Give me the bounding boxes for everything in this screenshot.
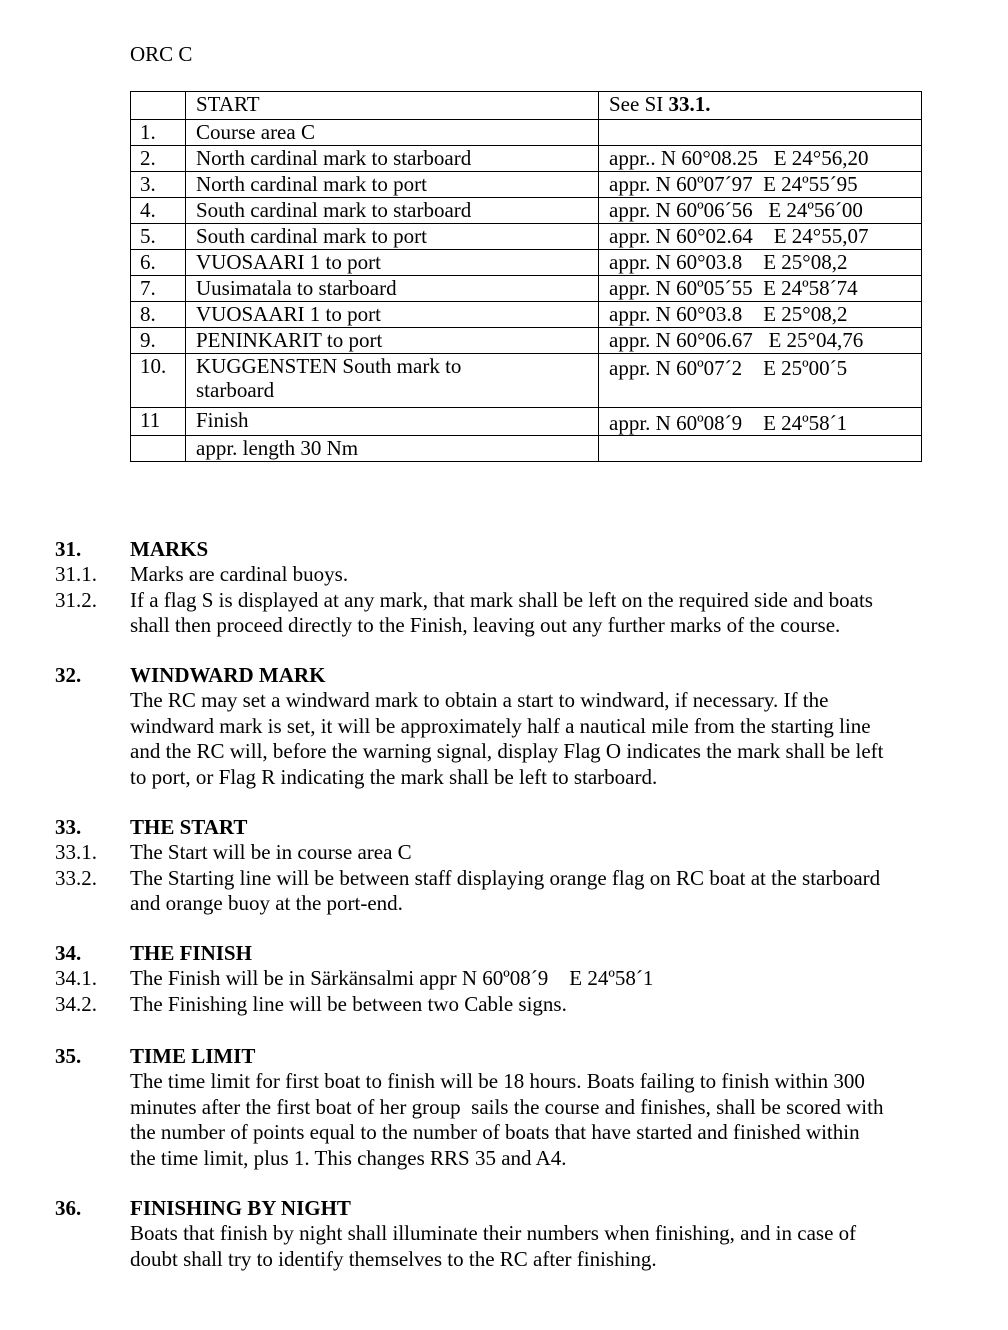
- row-num: 7.: [131, 276, 186, 302]
- row-label: South cardinal mark to starboard: [186, 198, 599, 224]
- row-num: 3.: [131, 172, 186, 198]
- section-text: doubt shall try to identify themselves to the RC after finishing.: [130, 1246, 657, 1271]
- row-label: North cardinal mark to port: [186, 172, 599, 198]
- section-text: The RC may set a windward mark to obtain a start to windward, if necessary. If the: [130, 688, 829, 713]
- item-text: The Start will be in course area C: [130, 840, 412, 865]
- row-label: Uusimatala to starboard: [186, 276, 599, 302]
- section-31-marks: [0, 537, 1008, 639]
- section-number: 33.: [55, 815, 82, 839]
- row-num: 8.: [131, 302, 186, 328]
- header-see-si: See SI: [609, 92, 669, 116]
- header-position-cell: [599, 92, 922, 120]
- section-35-time-limit: [0, 1044, 1008, 1171]
- row-position: appr. N 60º08´9 E 24º58´1: [599, 408, 922, 436]
- item-text: Marks are cardinal buoys.: [130, 562, 349, 587]
- section-number: 31.: [55, 537, 82, 561]
- table-row: [131, 250, 922, 276]
- course-table: [130, 91, 922, 462]
- row-position: appr. N 60º07´97 E 24º55´95: [599, 172, 922, 198]
- section-number: 35.: [55, 1044, 82, 1068]
- row-position: appr. N 60º06´56 E 24º56´00: [599, 198, 922, 224]
- table-row: [131, 328, 922, 354]
- row-label: Course area C: [186, 120, 599, 146]
- row-position: appr.. N 60°08.25 E 24°56,20: [599, 146, 922, 172]
- item-number: 34.2.: [55, 991, 97, 1016]
- row-num: 5.: [131, 224, 186, 250]
- row-label: appr. length 30 Nm: [186, 436, 599, 462]
- row-label: South cardinal mark to port: [186, 224, 599, 250]
- document-title: ORC C: [130, 42, 193, 66]
- section-33-the-start: [0, 815, 1008, 917]
- table-row: [131, 354, 922, 408]
- table-row: [131, 302, 922, 328]
- row-label: KUGGENSTEN South mark to starboard: [186, 354, 599, 408]
- section-heading: TIME LIMIT: [130, 1044, 256, 1068]
- row-position: [599, 120, 922, 146]
- item-text: and orange buoy at the port-end.: [130, 891, 403, 916]
- row-position: [599, 436, 922, 462]
- item-number: 34.1.: [55, 966, 97, 991]
- section-heading: WINDWARD MARK: [130, 663, 326, 687]
- row-position: appr. N 60°03.8 E 25°08,2: [599, 302, 922, 328]
- section-number: 34.: [55, 941, 82, 965]
- table-row: [131, 408, 922, 436]
- row-label: North cardinal mark to starboard: [186, 146, 599, 172]
- section-number: 36.: [55, 1196, 82, 1220]
- table-row: [131, 120, 922, 146]
- section-text: and the RC will, before the warning signal, display Flag O indicates the mark shall be left: [130, 739, 884, 764]
- row-position: appr. N 60°06.67 E 25°04,76: [599, 328, 922, 354]
- item-text: The Finish will be in Särkänsalmi appr N 60º08´9 E 24º58´1: [130, 966, 654, 991]
- table-row: [131, 436, 922, 462]
- row-position: appr. N 60°02.64 E 24°55,07: [599, 224, 922, 250]
- table-row: [131, 146, 922, 172]
- section-number: 32.: [55, 663, 82, 687]
- row-label: VUOSAARI 1 to port: [186, 302, 599, 328]
- row-num: 11: [131, 408, 186, 436]
- header-label-cell: START: [186, 92, 599, 120]
- item-text: If a flag S is displayed at any mark, that mark shall be left on the required side and boats: [130, 587, 873, 612]
- row-num: [131, 436, 186, 462]
- row-num: 9.: [131, 328, 186, 354]
- header-si-ref: 33.1.: [668, 92, 711, 116]
- row-num: 1.: [131, 120, 186, 146]
- section-34-the-finish: [0, 941, 1008, 1017]
- section-text: the number of points equal to the number of boats that have started and finished within: [130, 1120, 860, 1145]
- table-row: [131, 224, 922, 250]
- table-row: [131, 198, 922, 224]
- section-36-finishing-by-night: [0, 1196, 1008, 1272]
- row-position: appr. N 60º05´55 E 24º58´74: [599, 276, 922, 302]
- item-number: 33.2.: [55, 865, 97, 890]
- table-row: [131, 172, 922, 198]
- row-position: appr. N 60°03.8 E 25°08,2: [599, 250, 922, 276]
- row-label: VUOSAARI 1 to port: [186, 250, 599, 276]
- item-text: The Finishing line will be between two Cable signs.: [130, 991, 567, 1016]
- section-heading: FINISHING BY NIGHT: [130, 1196, 351, 1220]
- row-num: 10.: [131, 354, 186, 408]
- item-text: shall then proceed directly to the Finish, leaving out any further marks of the course.: [130, 613, 841, 638]
- section-text: to port, or Flag R indicating the mark shall be left to starboard.: [130, 764, 658, 789]
- section-text: The time limit for first boat to finish will be 18 hours. Boats failing to finish within 300: [130, 1069, 865, 1094]
- section-text: minutes after the first boat of her group sails the course and finishes, shall be scored with: [130, 1094, 884, 1119]
- table-row: [131, 276, 922, 302]
- item-number: 33.1.: [55, 840, 97, 865]
- row-num: 4.: [131, 198, 186, 224]
- row-label: Finish: [186, 408, 599, 436]
- item-number: 31.2.: [55, 587, 97, 612]
- section-heading: THE FINISH: [130, 941, 252, 965]
- item-number: 31.1.: [55, 562, 97, 587]
- row-label: PENINKARIT to port: [186, 328, 599, 354]
- section-text: windward mark is set, it will be approximately half a nautical mile from the starting line: [130, 713, 871, 738]
- row-num: 6.: [131, 250, 186, 276]
- section-text: the time limit, plus 1. This changes RRS 35 and A4.: [130, 1145, 567, 1170]
- item-text: The Starting line will be between staff displaying orange flag on RC boat at the starboard: [130, 865, 881, 890]
- section-heading: THE START: [130, 815, 248, 839]
- header-num-cell: [131, 92, 186, 120]
- section-text: Boats that finish by night shall illuminate their numbers when finishing, and in case of: [130, 1221, 857, 1246]
- section-32-windward-mark: [0, 663, 1008, 790]
- section-heading: MARKS: [130, 537, 209, 561]
- row-position: appr. N 60º07´2 E 25º00´5: [599, 354, 922, 408]
- table-header-row: [131, 92, 922, 120]
- row-num: 2.: [131, 146, 186, 172]
